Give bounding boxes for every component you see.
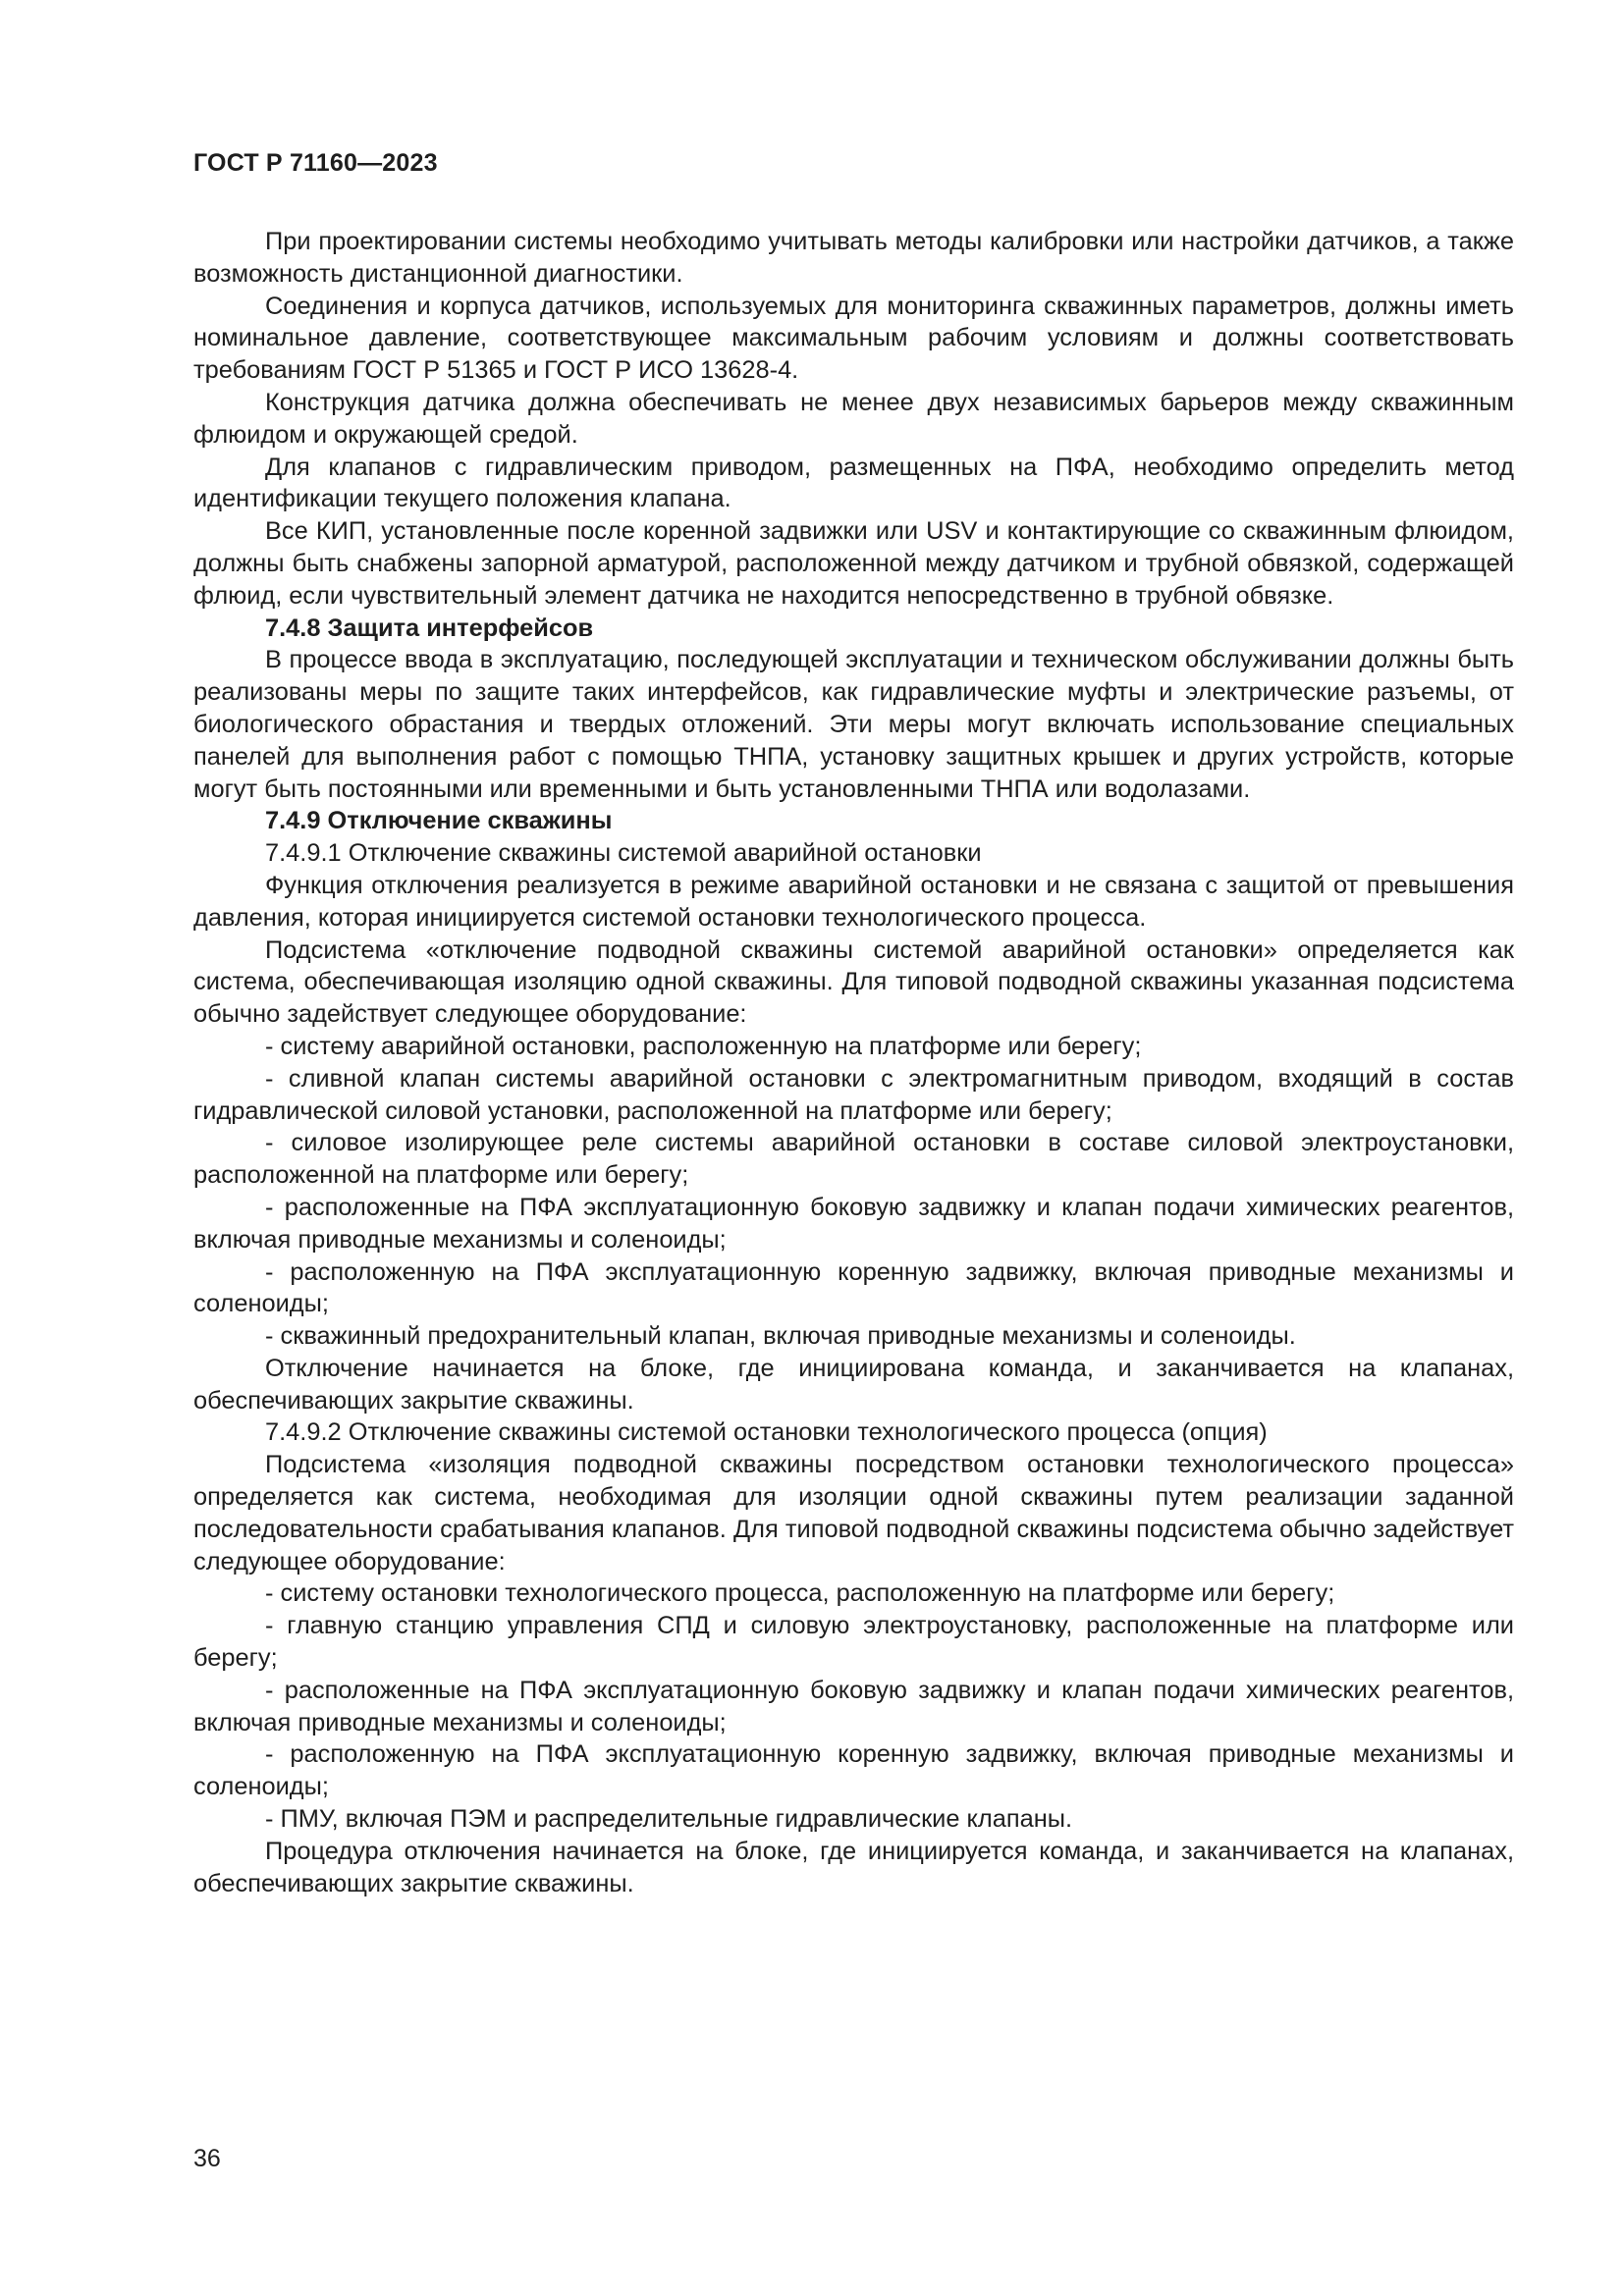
paragraph: При проектировании системы необходимо учитывать методы калибровки или настройки датчиков, а также возможность дистанционной диагностики. xyxy=(193,228,1514,288)
document-body xyxy=(193,226,1514,1899)
paragraph: - ПМУ, включая ПЭМ и распределительные гидравлические клапаны. xyxy=(265,1805,1073,1834)
paragraph: Для клапанов с гидравлическим приводом, размещенных на ПФА, необходимо определить метод идентификации текущего положения клапана. xyxy=(193,453,1514,513)
paragraph: Функция отключения реализуется в режиме аварийной остановки и не связана с защитой от превышения давления, которая инициируется системой остановки технологического процесса. xyxy=(193,871,1514,932)
paragraph: - расположенные на ПФА эксплуатационную боковую задвижку и клапан подачи химических реагентов, включая приводные механизмы и соленоиды; xyxy=(193,1676,1514,1736)
paragraph: - систему остановки технологического процесса, расположенную на платформе или берегу; xyxy=(265,1579,1335,1608)
paragraph: - скважинный предохранительный клапан, включая приводные механизмы и соленоиды. xyxy=(265,1322,1296,1351)
section-heading: 7.4.9 Отключение скважины xyxy=(265,807,613,835)
paragraph: - расположенную на ПФА эксплуатационную коренную задвижку, включая приводные механизмы и соленоиды; xyxy=(193,1257,1514,1318)
paragraph: - силовое изолирующее реле системы аварийной остановки в составе силовой электроустановки, расположенной на платформе или берегу; xyxy=(193,1129,1514,1190)
paragraph: Подсистема «отключение подводной скважины системой аварийной остановки» определяется как система, обеспечивающая изоляцию одной скважины. Для типовой подводной скважины указанная подсистема обычно задействует следующее оборудование: xyxy=(193,935,1514,1029)
paragraph: 7.4.9.2 Отключение скважины системой остановки технологического процесса (опция) xyxy=(265,1418,1268,1447)
page-number: 36 xyxy=(193,2145,221,2172)
paragraph: Процедура отключения начинается на блоке, где инициируется команда, и заканчивается на клапанах, обеспечивающих закрытие скважины. xyxy=(193,1837,1514,1897)
paragraph: Подсистема «изоляция подводной скважины посредством остановки технологического процесса» определяется как система, необходимая для изоляции одной скважины путем реализации заданной последовательности срабатывания клапанов. Для типовой подводной скважины подсистема обычно задействует следующее оборудование: xyxy=(193,1451,1514,1575)
paragraph: Соединения и корпуса датчиков, используемых для мониторинга скважинных параметров, должны иметь номинальное давление, соответствующее максимальным рабочим условиям и должны соответствовать требованиям ГОСТ Р 51365 и ГОСТ Р ИСО 13628-4. xyxy=(193,292,1514,385)
paragraph: Все КИП, установленные после коренной задвижки или USV и контактирующие со скважинным флюидом, должны быть снабжены запорной арматурой, расположенной между датчиком и трубной обвязкой, содержащей флюид, если чувствительный элемент датчика не находится непосредственно в трубной обвязке. xyxy=(193,517,1514,610)
section-heading: 7.4.8 Защита интерфейсов xyxy=(265,614,594,642)
paragraph: В процессе ввода в эксплуатацию, последующей эксплуатации и техническом обслуживании должны быть реализованы меры по защите таких интерфейсов, как гидравлические муфты и электрические разъемы, от биологического обрастания и твердых отложений. Эти меры могут включать использование специальных панелей для выполнения работ с помощью ТНПА, установку защитных крышек и других устройств, которые могут быть постоянными или временными и быть установленными ТНПА или водолазами. xyxy=(193,646,1514,803)
paragraph: - главную станцию управления СПД и силовую электроустановку, расположенные на платформе или берегу; xyxy=(193,1612,1514,1673)
paragraph: - сливной клапан системы аварийной остановки с электромагнитным приводом, входящий в состав гидравлической силовой установки, расположенной на платформе или берегу; xyxy=(193,1064,1514,1125)
paragraph: 7.4.9.1 Отключение скважины системой аварийной остановки xyxy=(265,839,982,868)
paragraph: - систему аварийной остановки, расположенную на платформе или берегу; xyxy=(265,1032,1142,1060)
paragraph: - расположенные на ПФА эксплуатационную боковую задвижку и клапан подачи химических реагентов, включая приводные механизмы и соленоиды; xyxy=(193,1193,1514,1254)
paragraph: Конструкция датчика должна обеспечивать не менее двух независимых барьеров между скважинным флюидом и окружающей средой. xyxy=(193,388,1514,449)
document-header: ГОСТ Р 71160—2023 xyxy=(193,149,438,177)
paragraph: Отключение начинается на блоке, где инициирована команда, и заканчивается на клапанах, обеспечивающих закрытие скважины. xyxy=(193,1354,1514,1415)
paragraph: - расположенную на ПФА эксплуатационную коренную задвижку, включая приводные механизмы и соленоиды; xyxy=(193,1740,1514,1801)
